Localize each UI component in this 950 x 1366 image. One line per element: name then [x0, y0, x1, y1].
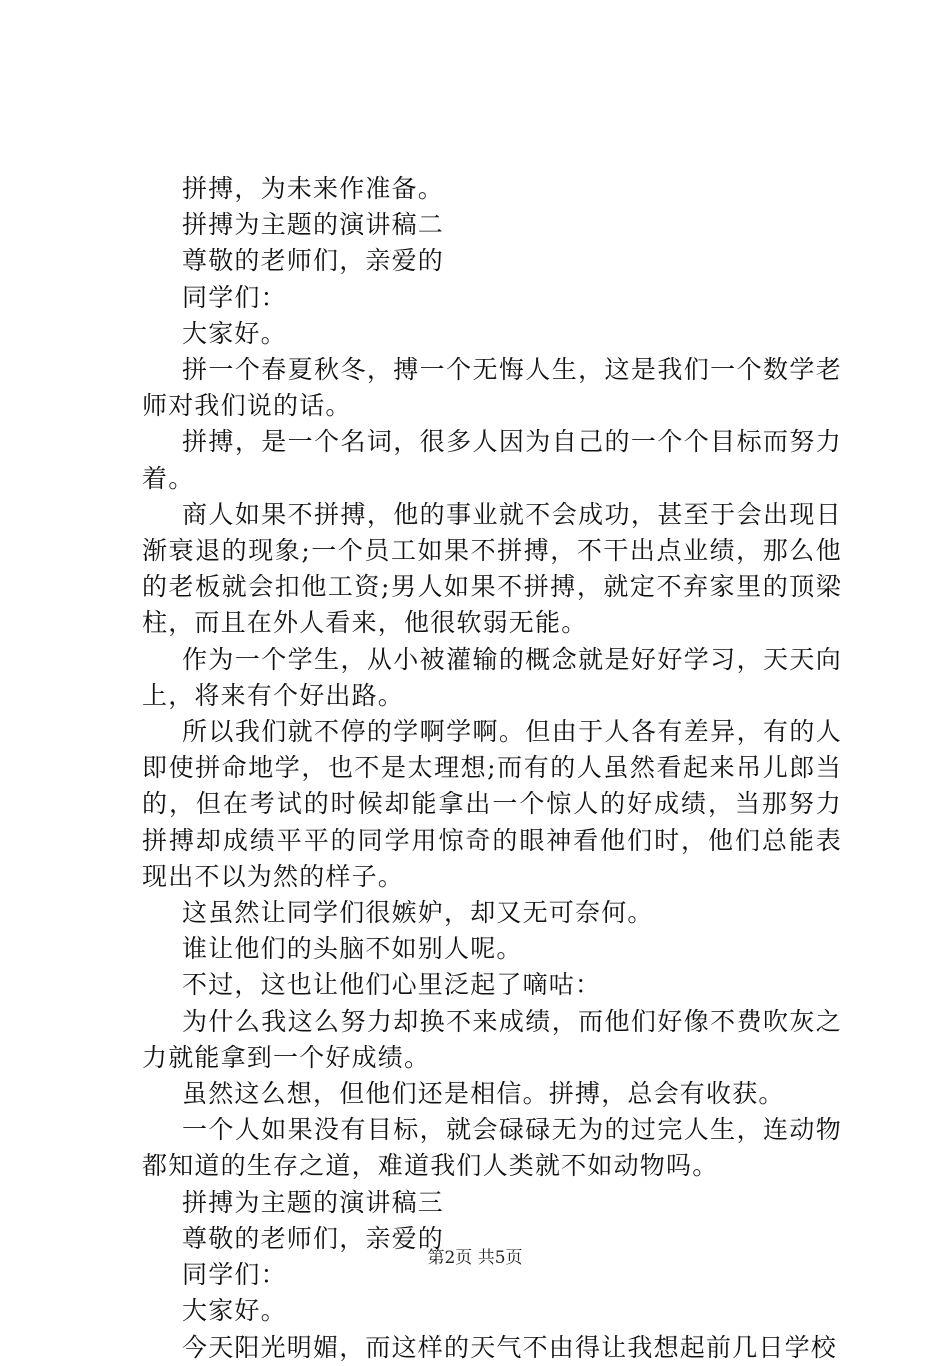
paragraph: 所以我们就不停的学啊学啊。但由于人各有差异，有的人即使拼命地学，也不是太理想;而有的人虽然看起来吊儿郎当的，但在考试的时候却能拿出一个惊人的好成绩，当那努力拼搏却成绩平平的同学用惊奇的眼神看他们时，他们总能表现出不以为然的样子。: [142, 717, 842, 891]
greeting: 大家好。: [182, 1296, 287, 1326]
salutation: 同学们：: [182, 282, 287, 312]
page-footer: [0, 1243, 950, 1268]
paragraph: 这虽然让同学们很嫉妒，却又无可奈何。: [182, 898, 654, 928]
paragraph: 商人如果不拼搏，他的事业就不会成功，甚至于会出现日渐衰退的现象;一个员工如果不拼搏，不干出点业绩，那么他的老板就会扣他工资;男人如果不拼搏，就定不弃家里的顶梁柱，而且在外人看来，他很软弱无能。: [142, 499, 842, 638]
salutation: 尊敬的老师们，亲爱的: [182, 246, 445, 276]
salutation: 尊敬的老师们，亲爱的: [182, 1223, 445, 1253]
paragraph: 拼一个春夏秋冬，搏一个无悔人生，这是我们一个数学老师对我们说的话。: [142, 355, 842, 421]
section-heading: 拼搏为主题的演讲稿二: [182, 210, 445, 240]
paragraph: 作为一个学生，从小被灌输的概念就是好好学习，天天向上，将来有个好出路。: [142, 644, 842, 710]
paragraph: 谁让他们的头脑不如别人呢。: [182, 934, 523, 964]
paragraph: 今天阳光明媚，而这样的天气不由得让我想起前几日学校: [182, 1332, 838, 1362]
paragraph: 一个人如果没有目标，就会碌碌无为的过完人生，连动物都知道的生存之道，难道我们人类就不如动物吗。: [142, 1115, 842, 1181]
paragraph: 为什么我这么努力却换不来成绩，而他们好像不费吹灰之力就能拿到一个好成绩。: [142, 1006, 842, 1072]
section-heading: 拼搏为主题的演讲稿三: [182, 1187, 445, 1217]
page-indicator: 第2页 共5页: [427, 1248, 523, 1268]
greeting: 大家好。: [182, 318, 287, 348]
paragraph: 拼搏，为未来作准备。: [182, 174, 445, 203]
paragraph: 虽然这么想，但他们还是相信。拼搏，总会有收获。: [182, 1079, 785, 1109]
paragraph: 不过，这也让他们心里泛起了嘀咕：: [182, 970, 602, 1000]
salutation: 同学们：: [182, 1260, 287, 1290]
document-body: [142, 171, 842, 1366]
paragraph: 拼搏，是一个名词，很多人因为自己的一个个目标而努力着。: [142, 427, 842, 493]
